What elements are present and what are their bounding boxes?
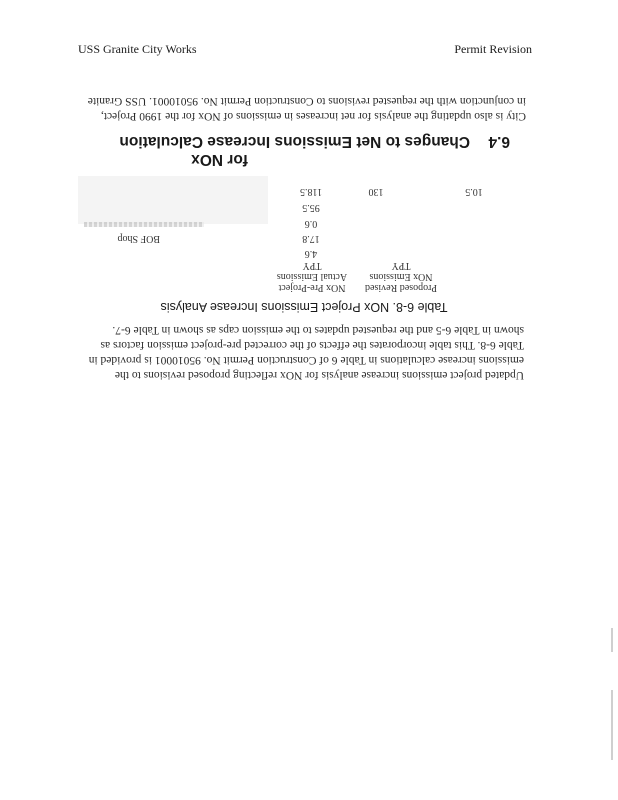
body-line-2: emissions increase calculations in Table 6 of Construction Permit No. 95010001 is provided in	[88, 354, 524, 366]
col1-header-line-3: TPY	[302, 260, 322, 271]
row-3-value: 0.6	[304, 218, 318, 229]
table-shaded-region	[78, 176, 268, 224]
bof-shop-value: 17.8	[302, 233, 320, 244]
intro-line-2: in conjunction with the requested revisions to Construction Permit No. 95010001. USS Granite	[87, 95, 526, 107]
col2-header	[356, 260, 446, 293]
section-number: 6.4	[488, 133, 510, 150]
faded-row-label	[84, 222, 204, 227]
scan-artifact	[611, 628, 613, 652]
table-title: Table 6-8. NOx Project Emissions Increase Analysis	[160, 300, 448, 314]
body-line-4: shown in Table 6-5 and the requested updates to the emission caps as shown in Table 6-7.	[112, 324, 524, 336]
col2-header-line-3: TPY	[391, 260, 411, 271]
total-change-value: 10.5	[465, 186, 483, 197]
section-title: Changes to Net Emissions Increase Calculation	[119, 133, 470, 150]
body-line-1: Updated project emissions increase analysis for NOx reflecting proposed revisions to the	[114, 369, 524, 381]
row-4-value: 95.5	[302, 202, 320, 213]
col2-header-line-2: NOx Emissions	[369, 271, 433, 282]
total-pre-project-value: 118.5	[299, 186, 323, 197]
col1-header-line-2: Actual Emissions	[276, 271, 348, 282]
section-title-line-2: for NOx	[191, 151, 248, 168]
body-paragraph	[78, 322, 524, 382]
total-proposed-value: 130	[368, 186, 384, 197]
header-facility-name: USS Granite City Works	[78, 42, 197, 56]
scan-artifact	[611, 690, 613, 760]
row-1-value: 4.6	[304, 248, 318, 259]
col2-header-line-1: Proposed Revised	[365, 282, 437, 293]
intro-paragraph	[80, 93, 526, 123]
col1-header	[270, 260, 354, 293]
header-document-type: Permit Revision	[454, 42, 532, 56]
section-heading	[118, 132, 510, 168]
body-line-3: Table 6-8. This table incorporates the effects of the corrected pre-project emission factors as	[100, 339, 524, 351]
col1-header-line-1: NOx Pre-Project	[278, 282, 346, 293]
bof-shop-label: BOF Shop	[117, 233, 160, 244]
intro-line-1: City is also updating the analysis for net increases in emissions of NOx for the 1990 Project,	[100, 110, 526, 122]
